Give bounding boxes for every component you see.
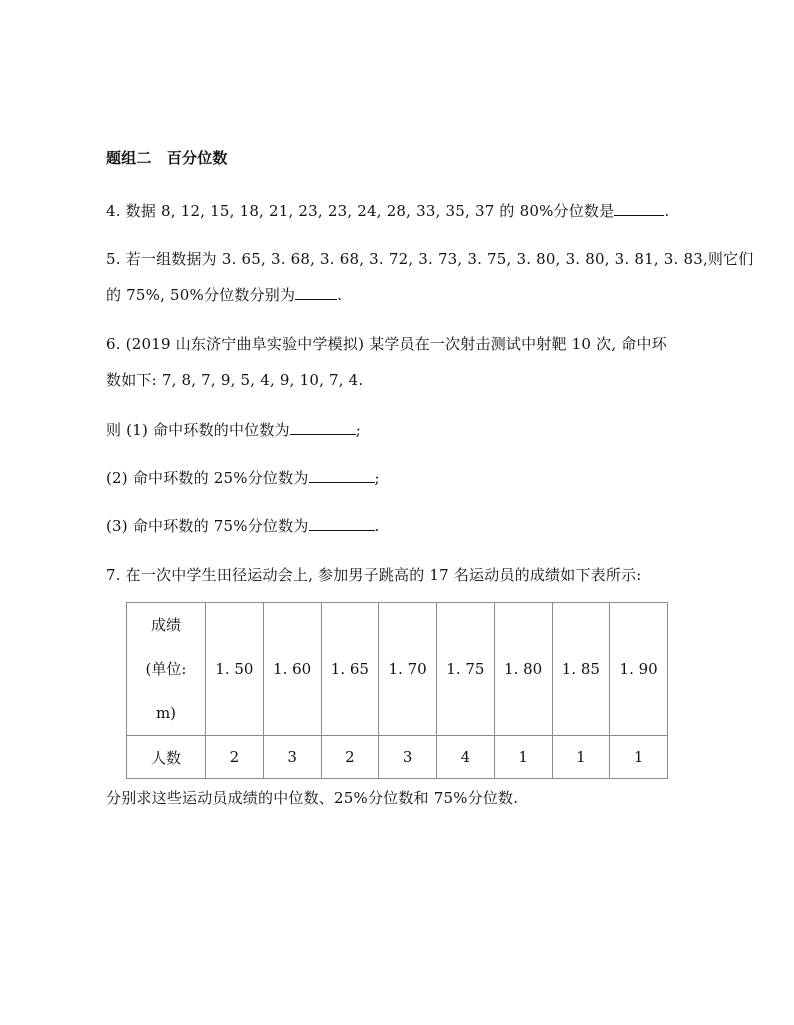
table-header-line-2: (单位: (145, 660, 187, 678)
table-cell-score: 1. 75 (437, 603, 495, 736)
table-header-count: 人数 (127, 736, 206, 779)
question-6-part-1-text: 则 (1) 命中环数的中位数为 (106, 421, 290, 439)
question-6-part-3-end: . (374, 517, 380, 535)
table-cell-score: 1. 60 (263, 603, 321, 736)
table-header-line-3: m) (155, 704, 177, 722)
question-5-line-1: 5. 若一组数据为 3. 65, 3. 68, 3. 68, 3. 72, 3. 73, 3. 75, 3. 80, 3. 80, 3. 81, 3. 83,则它们 (106, 250, 754, 268)
question-6-part-3 (106, 516, 380, 536)
question-6-line-1: 6. (2019 山东济宁曲阜实验中学模拟) 某学员在一次射击测试中射靶 10 次, 命中环 (106, 335, 667, 353)
question-7-followup: 分别求这些运动员成绩的中位数、25%分位数和 75%分位数. (106, 789, 519, 807)
high-jump-scores-table (126, 602, 668, 779)
table-row-counts (127, 736, 668, 779)
answer-blank-q6-part-3[interactable] (309, 516, 375, 531)
question-5-line-2 (106, 285, 342, 305)
question-6-part-2-text: (2) 命中环数的 25%分位数为 (106, 469, 309, 487)
question-4-end: . (664, 202, 670, 220)
table-row-scores (127, 603, 668, 736)
question-6-line-2: 数如下: 7, 8, 7, 9, 5, 4, 9, 10, 7, 4. (106, 371, 364, 389)
question-6-part-2-end: ; (374, 469, 380, 487)
table-cell-score: 1. 85 (552, 603, 610, 736)
table-header-scores-unit (127, 603, 206, 736)
table-cell-count: 2 (206, 736, 264, 779)
question-6-part-3-text: (3) 命中环数的 75%分位数为 (106, 517, 309, 535)
question-6-part-1-end: ; (355, 421, 362, 439)
question-5-text: 的 75%, 50%分位数分别为 (106, 286, 296, 304)
table-cell-score: 1. 70 (379, 603, 437, 736)
answer-blank-q4[interactable] (614, 201, 664, 216)
answer-blank-q6-part-1[interactable] (290, 420, 356, 435)
table-cell-score: 1. 80 (494, 603, 552, 736)
section-heading: 题组二 百分位数 (106, 149, 228, 167)
table-cell-score: 1. 65 (321, 603, 379, 736)
table-cell-count: 1 (552, 736, 610, 779)
question-4-text: 4. 数据 8, 12, 15, 18, 21, 23, 23, 24, 28, 33, 35, 37 的 80%分位数是 (106, 202, 615, 220)
table-cell-count: 1 (494, 736, 552, 779)
table-cell-count: 3 (379, 736, 437, 779)
question-4 (106, 201, 669, 221)
question-5-end: . (337, 286, 343, 304)
table-cell-score: 1. 90 (610, 603, 668, 736)
question-7-intro: 7. 在一次中学生田径运动会上, 参加男子跳高的 17 名运动员的成绩如下表所示: (106, 566, 642, 584)
question-6-part-2 (106, 468, 380, 488)
table-cell-count: 1 (610, 736, 668, 779)
table-cell-count: 4 (437, 736, 495, 779)
table-cell-score: 1. 50 (206, 603, 264, 736)
table-cell-count: 2 (321, 736, 379, 779)
question-6-part-1 (106, 420, 361, 440)
table-cell-count: 3 (263, 736, 321, 779)
answer-blank-q5[interactable] (295, 285, 337, 300)
answer-blank-q6-part-2[interactable] (309, 468, 375, 483)
table-header-line-1: 成绩 (150, 616, 181, 634)
